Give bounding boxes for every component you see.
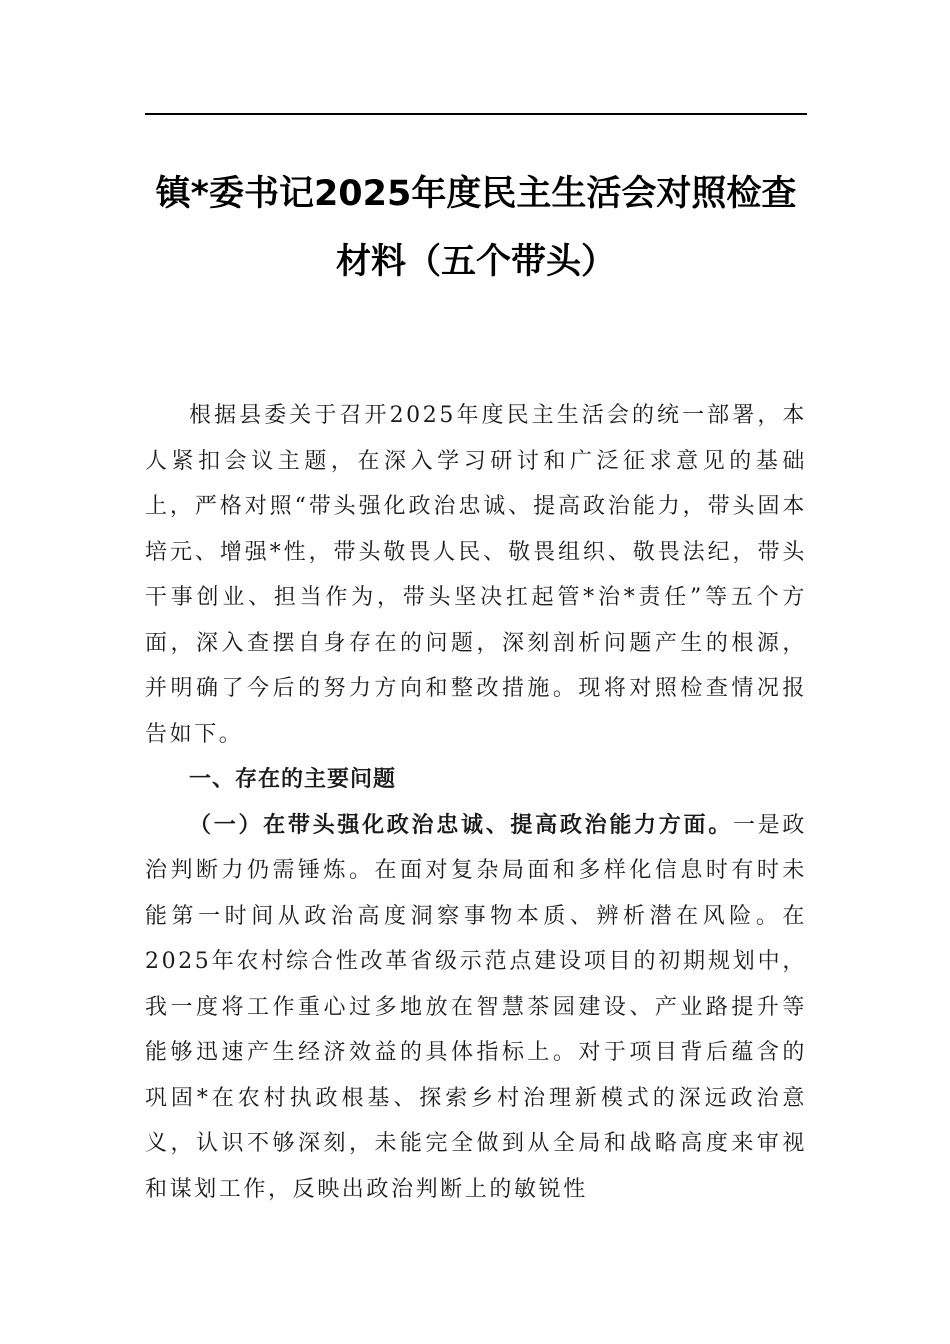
document-body [145,393,807,1212]
title-line-2: 材料（五个带头） [335,242,616,282]
title-line-1: 镇*委书记2025年度民主生活会对照检查 [155,174,797,214]
subsection-paragraph [145,803,807,1213]
document-title [145,160,807,296]
section-heading: 一、存在的主要问题 [189,767,397,792]
intro-paragraph: 根据县委关于召开2025年度民主生活会的统一部署，本人紧扣会议主题，在深入学习研讨和广泛征求意见的基础上，严格对照“带头强化政治忠诚、提高政治能力，带头固本培元、增强*性，带头敬畏人民、敬畏组织、敬畏法纪，带头干事创业、担当作为，带头坚决扛起管*治*责任”等五个方面，深入查摆自身存在的问题，深刻剖析问题产生的根源，并明确了今后的努力方向和整改措施。现将对照检查情况报告如下。 [145,403,807,747]
subsection-body: 一是政治判断力仍需锤炼。在面对复杂局面和多样化信息时有时未能第一时间从政治高度洞察事物本质、辨析潜在风险。在2025年农村综合性改革省级示范点建设项目的初期规划中，我一度将工作重心过多地放在智慧茶园建设、产业路提升等能够迅速产生经济效益的具体指标上。对于项目背后蕴含的巩固*在农村执政根基、探索乡村治理新模式的深远政治意义，认识不够深刻，未能完全做到从全局和战略高度来审视和谋划工作，反映出政治判断上的敏锐性 [145,812,807,1202]
subsection-lead: （一）在带头强化政治忠诚、提高政治能力方面。 [189,812,733,838]
header-rule [145,113,807,115]
